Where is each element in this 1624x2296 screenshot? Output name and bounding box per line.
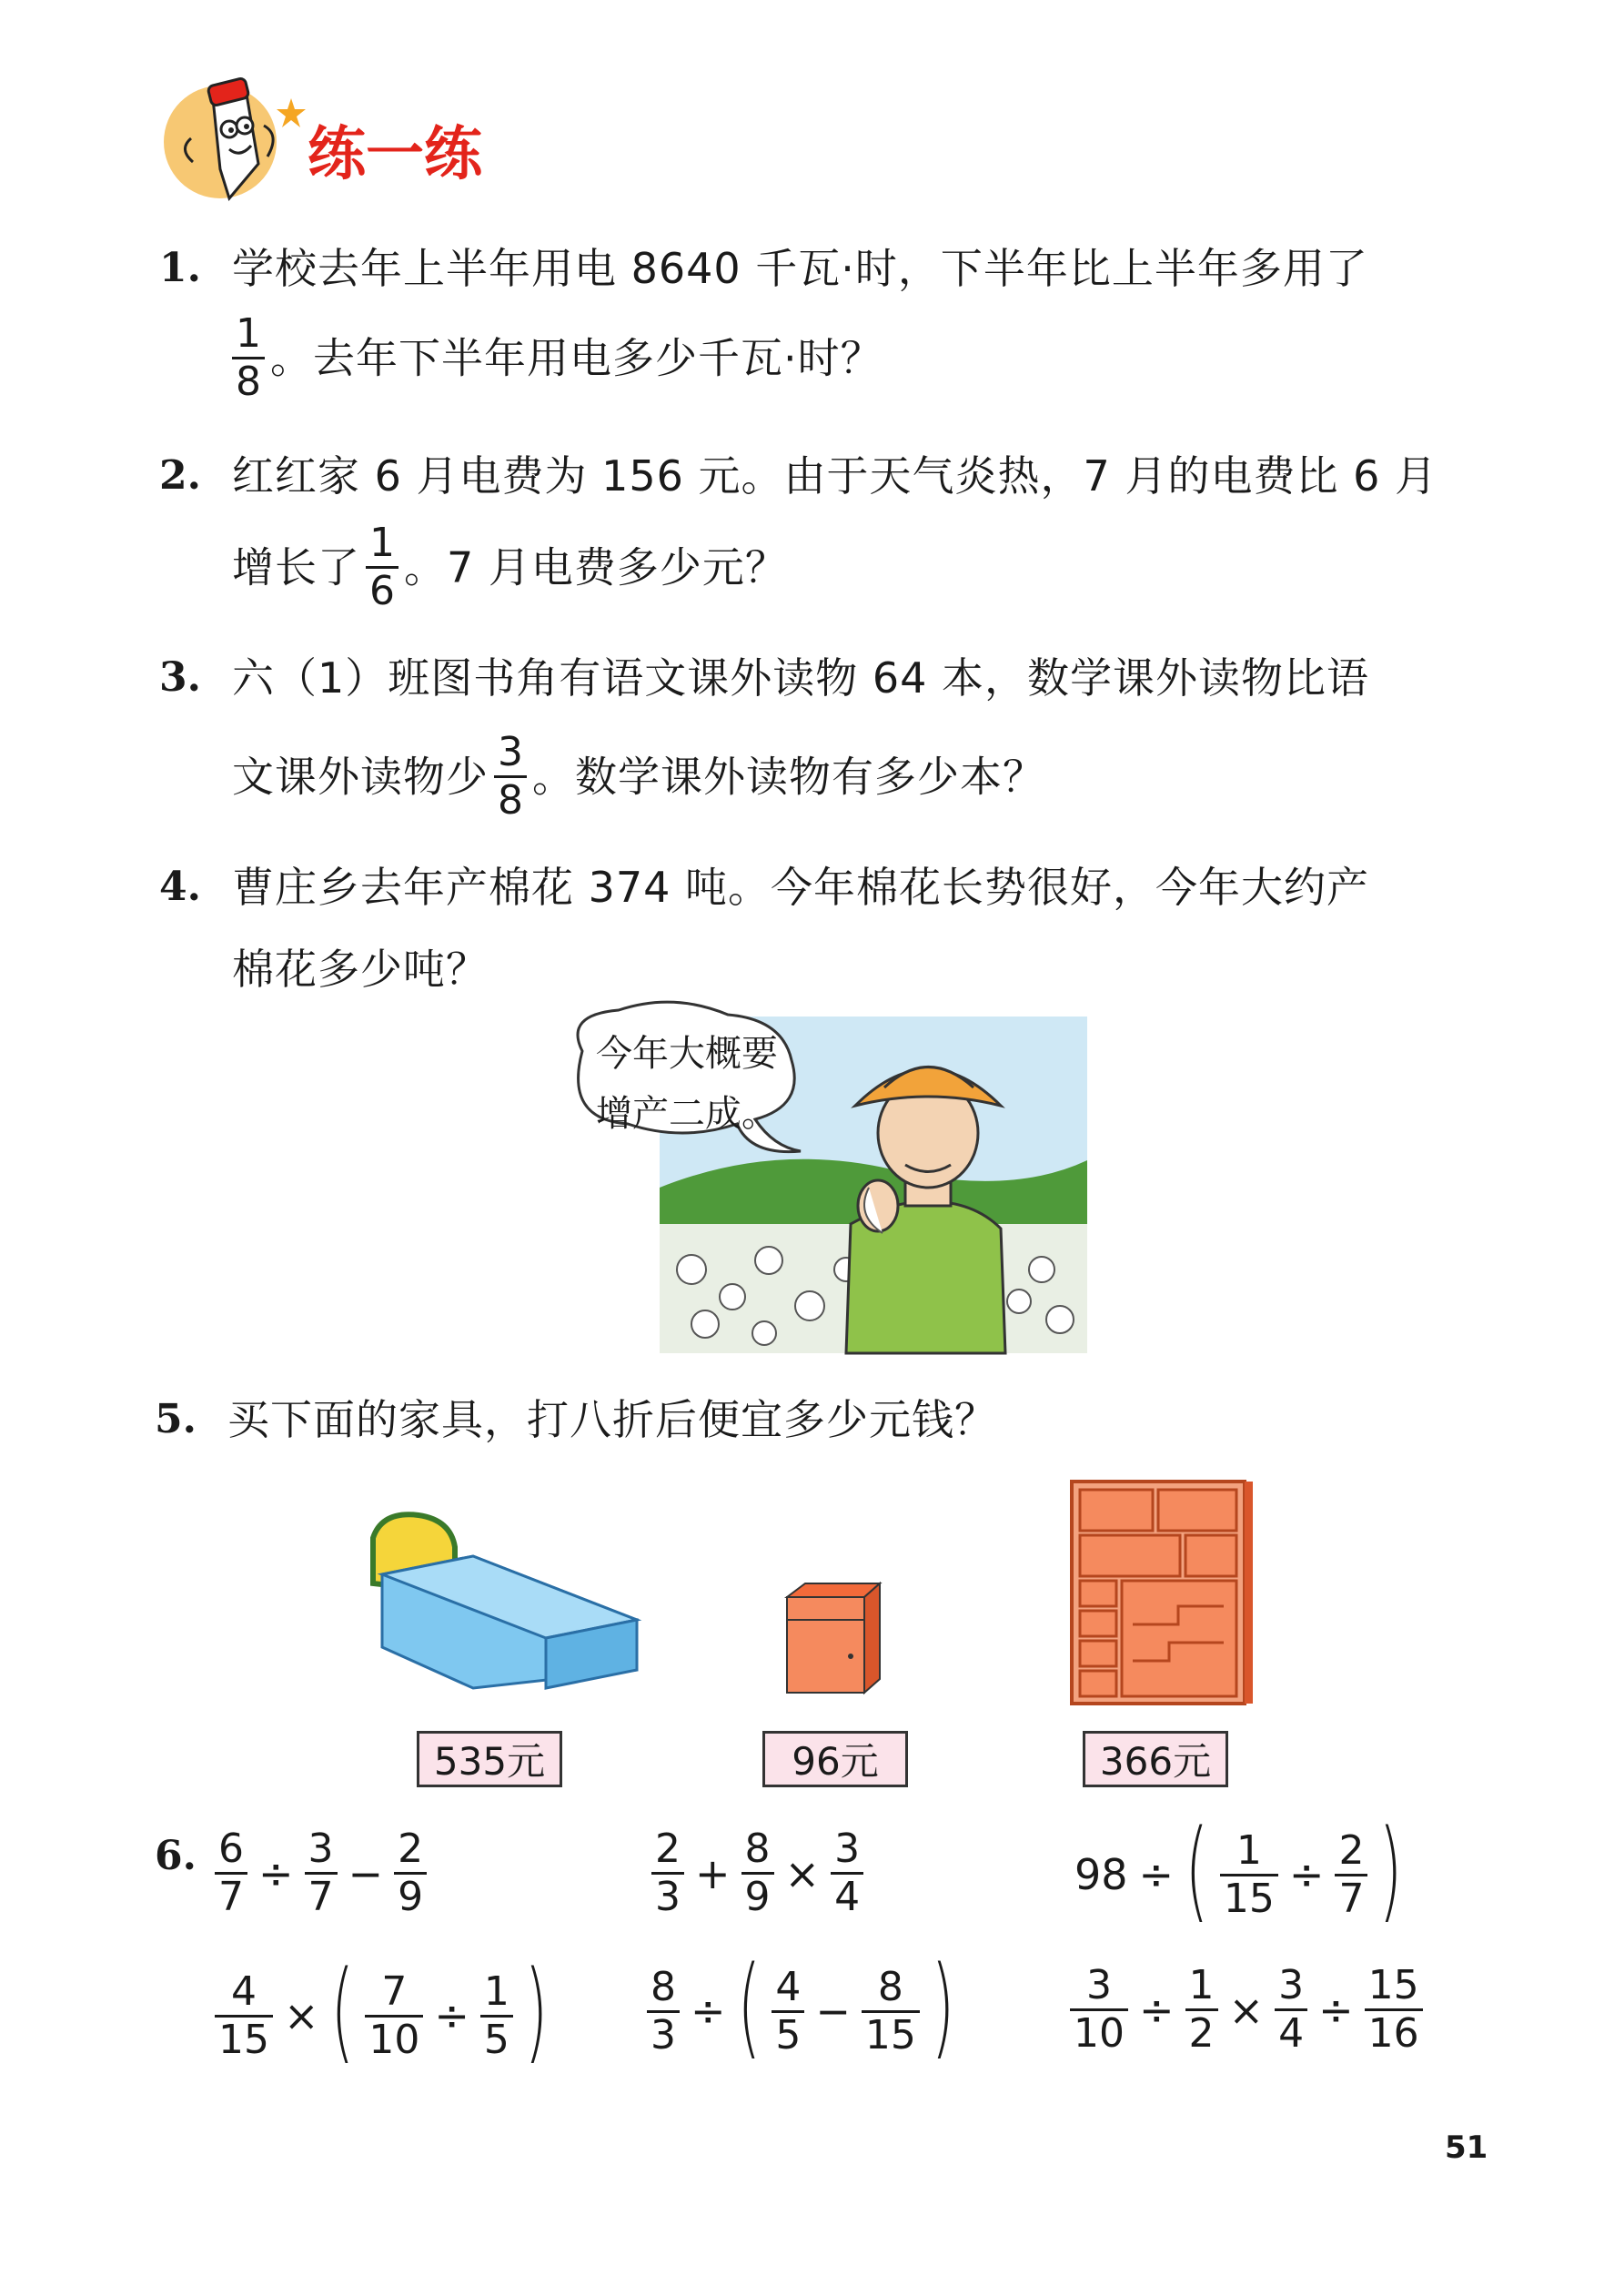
expression-2: $\frac{2}{3}$ + $\frac{8}{9}$ × $\frac{3}{4}$ xyxy=(646,1829,869,1917)
problem-4-line2: 棉花多少吨？ xyxy=(232,945,489,994)
problem-1-line1: 学校去年上半年用电 8640 千瓦·时，下半年比上半年多用了 xyxy=(232,244,1368,293)
problem-2-number: 2. xyxy=(159,452,201,499)
problem-3-number: 3. xyxy=(159,654,201,701)
fraction: $\frac{1}{8}$ xyxy=(232,314,265,402)
cabinet-image xyxy=(1069,1479,1256,1706)
price-tag-bed: 535元 xyxy=(417,1731,562,1787)
bed-image xyxy=(364,1511,646,1693)
problem-6-number: 6. xyxy=(155,1833,197,1879)
problem-3-line2: 文课外读物少 $\frac{3}{8}$ 。数学课外读物有多少本？ xyxy=(232,729,1045,824)
problem-2-line1: 红红家 6 月电费为 156 元。由于天气炎热，7 月的电费比 6 月 xyxy=(232,451,1437,501)
problem-4-line1: 曹庄乡去年产棉花 374 吨。今年棉花长势很好，今年大约产 xyxy=(232,863,1370,912)
price-tag-cabinet: 366元 xyxy=(1083,1731,1228,1787)
problem-5-line1: 买下面的家具，打八折后便宜多少元钱？ xyxy=(227,1395,997,1444)
problem-1-line2: $\frac{1}{8}$ 。去年下半年用电多少千瓦·时？ xyxy=(232,314,883,402)
expression-5: $\frac{8}{3}$ ÷ ( $\frac{4}{5}$ − $\frac{8}{15}$ ) xyxy=(641,1957,961,2066)
bubble-line1: 今年大概要 xyxy=(596,1033,778,1075)
problem-2-line2: 增长了 $\frac{1}{6}$ 。7 月电费多少元？ xyxy=(232,520,788,614)
pencil-mascot-icon xyxy=(156,62,311,207)
page-number: 51 xyxy=(1445,2129,1488,2166)
speech-bubble xyxy=(596,1024,814,1144)
nightstand-image xyxy=(778,1579,887,1697)
problem-5-number: 5. xyxy=(155,1396,197,1442)
expression-6: $\frac{3}{10}$ ÷ $\frac{1}{2}$ × $\frac{3}{4}$ ÷ $\frac{15}{16}$ xyxy=(1064,1966,1428,2054)
expression-4: $\frac{4}{15}$ × ( $\frac{7}{10}$ ÷ $\frac{1}{5}$ ) xyxy=(209,1961,554,2070)
expression-1: $\frac{6}{7}$ ÷ $\frac{3}{7}$ − $\frac{2}{9}$ xyxy=(209,1829,432,1917)
expression-3: 98 ÷ ( $\frac{1}{15}$ ÷ $\frac{2}{7}$ ) xyxy=(1074,1807,1403,1934)
section-title: 练一练 xyxy=(308,121,482,188)
problem-1-number: 1. xyxy=(159,245,201,291)
problem-3-line1: 六（1）班图书角有语文课外读物 64 本，数学课外读物比语 xyxy=(232,653,1370,703)
bubble-line2: 增产二成。 xyxy=(596,1093,778,1135)
problem-4-number: 4. xyxy=(159,864,201,910)
price-tag-nightstand: 96元 xyxy=(762,1731,908,1787)
